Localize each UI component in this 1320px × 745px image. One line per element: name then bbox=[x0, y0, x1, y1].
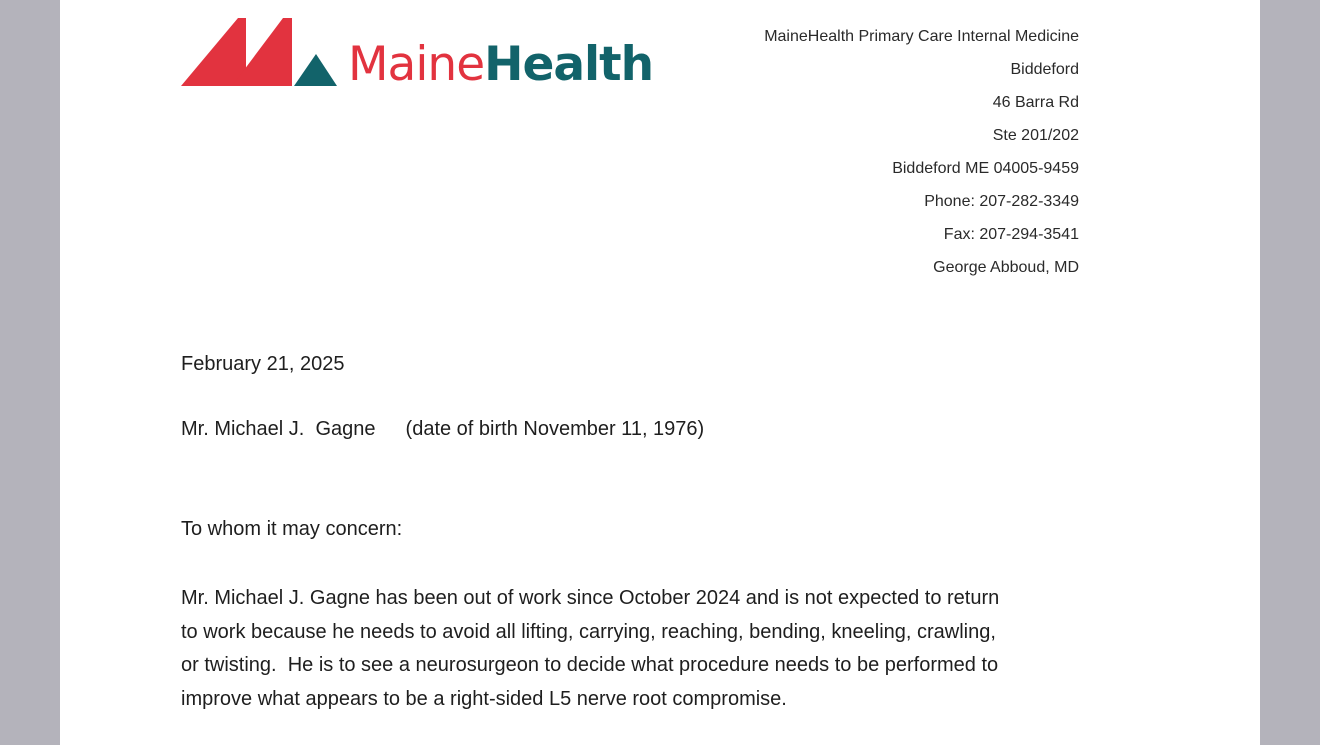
letter-page bbox=[60, 0, 1260, 745]
paragraph-line: or twisting. He is to see a neurosurgeon to decide what procedure needs to be performed to bbox=[181, 654, 999, 676]
mainehealth-logo-mark-icon bbox=[180, 16, 340, 90]
mainehealth-wordmark bbox=[348, 39, 653, 91]
letter-date: February 21, 2025 bbox=[181, 353, 345, 375]
clinic-city-state-zip: Biddeford ME 04005-9459 bbox=[892, 160, 1079, 177]
paragraph-line: Mr. Michael J. Gagne has been out of work since October 2024 and is not expected to return bbox=[181, 587, 1000, 609]
clinic-city: Biddeford bbox=[1010, 61, 1079, 78]
logo-word-health: Health bbox=[484, 37, 654, 92]
patient-line bbox=[181, 418, 704, 441]
paragraph-line: improve what appears to be a right-sided L5 nerve root compromise. bbox=[181, 687, 787, 710]
clinic-name: MaineHealth Primary Care Internal Medicine bbox=[764, 28, 1079, 45]
letter-salutation: To whom it may concern: bbox=[181, 518, 403, 540]
letter-body-paragraph bbox=[181, 582, 1141, 716]
clinic-suite: Ste 201/202 bbox=[992, 127, 1079, 144]
mainehealth-logo bbox=[180, 16, 700, 90]
paragraph-line: to work because he needs to avoid all lifting, carrying, reaching, bending, kneeling, crawling, bbox=[181, 620, 996, 643]
patient-dob: (date of birth November 11, 1976) bbox=[405, 418, 705, 440]
clinic-address-block bbox=[764, 26, 1079, 290]
logo-word-maine: Maine bbox=[348, 37, 485, 92]
clinic-phone: Phone: 207-282-3349 bbox=[924, 193, 1079, 210]
patient-name: Mr. Michael J. Gagne bbox=[181, 418, 376, 440]
clinic-fax: Fax: 207-294-3541 bbox=[943, 226, 1079, 243]
physician-name: George Abboud, MD bbox=[933, 259, 1079, 276]
clinic-street: 46 Barra Rd bbox=[992, 94, 1079, 111]
